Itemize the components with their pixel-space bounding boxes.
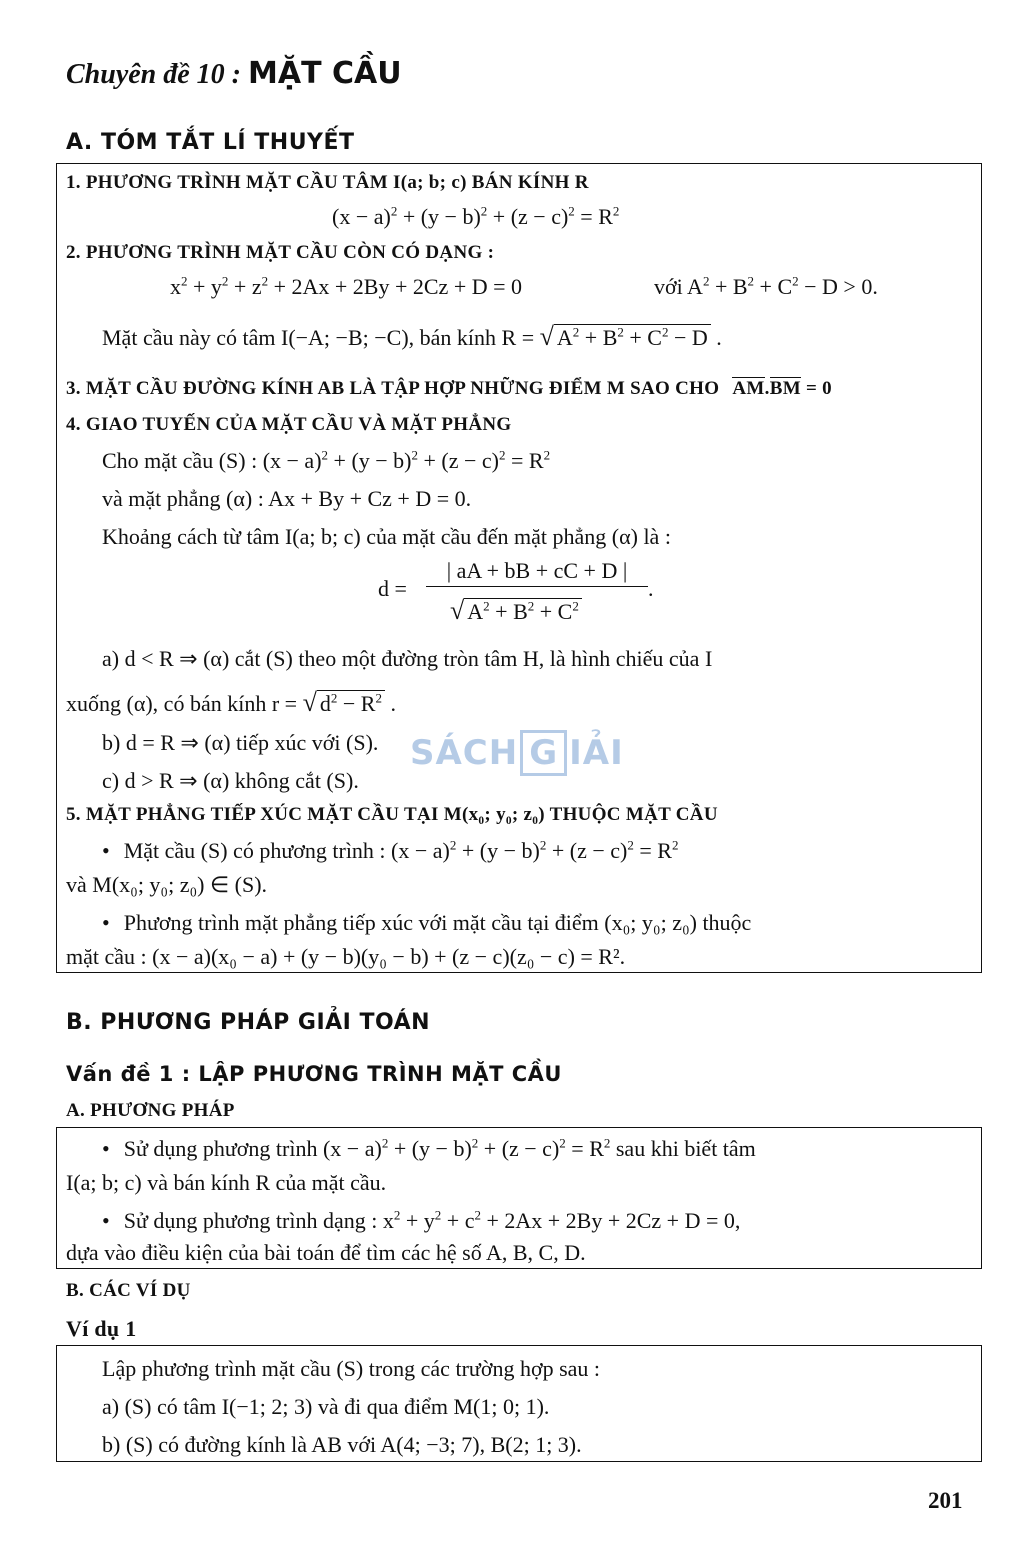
example-1-heading: Ví dụ 1	[66, 1316, 137, 1341]
tangent-bullet-1: • Mặt cầu (S) có phương trình : $(x - a)^2 + (y - b)^2 + (z - c)^2 = R^2$	[102, 837, 679, 863]
section-b-heading: B. PHƯƠNG PHÁP GIẢI TOÁN	[66, 1010, 431, 1035]
method-line-2: I(a; b; c) và bán kính R của mặt cầu.	[66, 1170, 387, 1195]
bullet-icon: •	[102, 1136, 110, 1161]
general-condition: với $A^2 + B^2 + C^2 - D > 0$.	[654, 273, 878, 299]
examples-heading: B. CÁC VÍ DỤ	[66, 1280, 191, 1301]
theory-heading-5: 5. MẶT PHẲNG TIẾP XÚC MẶT CẦU TẠI M(x₀; y₀; z₀) THUỘC MẶT CẦU	[66, 804, 718, 825]
page-number: 201	[928, 1488, 963, 1513]
chapter-prefix: Chuyên đề 10 :	[66, 59, 241, 90]
method-line-4: dựa vào điều kiện của bài toán để tìm các hệ số A, B, C, D.	[66, 1240, 586, 1265]
theory-heading-3: 3. MẶT CẦU ĐƯỜNG KÍNH AB LÀ TẬP HỢP NHỮNG ĐIỂM M SAO CHO AM.BM = 0	[66, 378, 832, 399]
case-c: c) d > R ⇒ (α) không cắt (S).	[102, 768, 359, 793]
theory-heading-2: 2. PHƯƠNG TRÌNH MẶT CẦU CÒN CÓ DẠNG :	[66, 242, 495, 263]
tangent-equation: mặt cầu : (x − a)(x₀ − a) + (y − b)(y₀ − b) + (z − c)(z₀ − c) = R².	[66, 944, 626, 969]
bullet-icon: •	[102, 1208, 110, 1233]
chapter-title	[66, 56, 402, 91]
distance-period: .	[648, 576, 654, 601]
example-part-a: a) (S) có tâm I(−1; 2; 3) và đi qua điểm M(1; 0; 1).	[102, 1394, 550, 1419]
distance-text: Khoảng cách từ tâm I(a; b; c) của mặt cầu đến mặt phẳng (α) là :	[102, 524, 671, 549]
tangent-bullet-2: • Phương trình mặt phẳng tiếp xúc với mặt cầu tại điểm (x₀; y₀; z₀) thuộc	[102, 910, 752, 935]
method-bullet-1: • Sử dụng phương trình $(x - a)^2 + (y - b)^2 + (z - c)^2 = R^2$ sau khi biết tâm	[102, 1135, 756, 1161]
method-bullet-2: • Sử dụng phương trình dạng : $x^2 + y^2 + c^2 + 2Ax + 2By + 2Cz + D = 0$,	[102, 1207, 741, 1233]
example-intro: Lập phương trình mặt cầu (S) trong các trường hợp sau :	[102, 1356, 601, 1381]
case-a-line1: a) d < R ⇒ (α) cắt (S) theo một đường tròn tâm H, là hình chiếu của I	[102, 646, 713, 671]
method-heading: A. PHƯƠNG PHÁP	[66, 1100, 235, 1121]
distance-numerator: | aA + bB + cC + D |	[426, 558, 648, 587]
distance-lhs: d =	[378, 576, 407, 601]
bullet-icon: •	[102, 838, 110, 863]
sphere-equation: $(x - a)^2 + (y - b)^2 + (z - c)^2 = R^2$	[332, 203, 620, 229]
bullet-icon: •	[102, 910, 110, 935]
problem-heading: Vấn đề 1 : LẬP PHƯƠNG TRÌNH MẶT CẦU	[66, 1062, 562, 1086]
intersection-plane: và mặt phẳng (α) : Ax + By + Cz + D = 0.	[102, 486, 472, 511]
theory-heading-1: 1. PHƯƠNG TRÌNH MẶT CẦU TÂM I(a; b; c) BÁN KÍNH R	[66, 172, 589, 193]
tangent-point: và M(x₀; y₀; z₀) ∈ (S).	[66, 872, 268, 897]
watermark-logo: SÁCH G IẢI	[410, 730, 624, 776]
distance-denominator: √ $A^2 + B^2 + C^2$	[450, 596, 582, 626]
intersection-sphere: Cho mặt cầu (S) : $(x - a)^2 + (y - b)^2 + (z - c)^2 = R^2$	[102, 447, 551, 473]
section-a-heading: A. TÓM TẮT LÍ THUYẾT	[66, 130, 355, 155]
case-b: b) d = R ⇒ (α) tiếp xúc với (S).	[102, 730, 379, 755]
example-part-b: b) (S) có đường kính là AB với A(4; −3; 7), B(2; 1; 3).	[102, 1432, 582, 1457]
case-a-line2: xuống (α), có bán kính r = √ $d^2 - R^2$ .	[66, 688, 396, 717]
general-center: Mặt cầu này có tâm I(−A; −B; −C), bán kính R = √ $A^2 + B^2 + C^2 - D$ .	[102, 322, 722, 351]
chapter-name: MẶT CẦU	[248, 56, 402, 91]
general-equation: $x^2 + y^2 + z^2 + 2Ax + 2By + 2Cz + D = 0$	[170, 273, 523, 299]
theory-heading-4: 4. GIAO TUYẾN CỦA MẶT CẦU VÀ MẶT PHẲNG	[66, 414, 512, 435]
